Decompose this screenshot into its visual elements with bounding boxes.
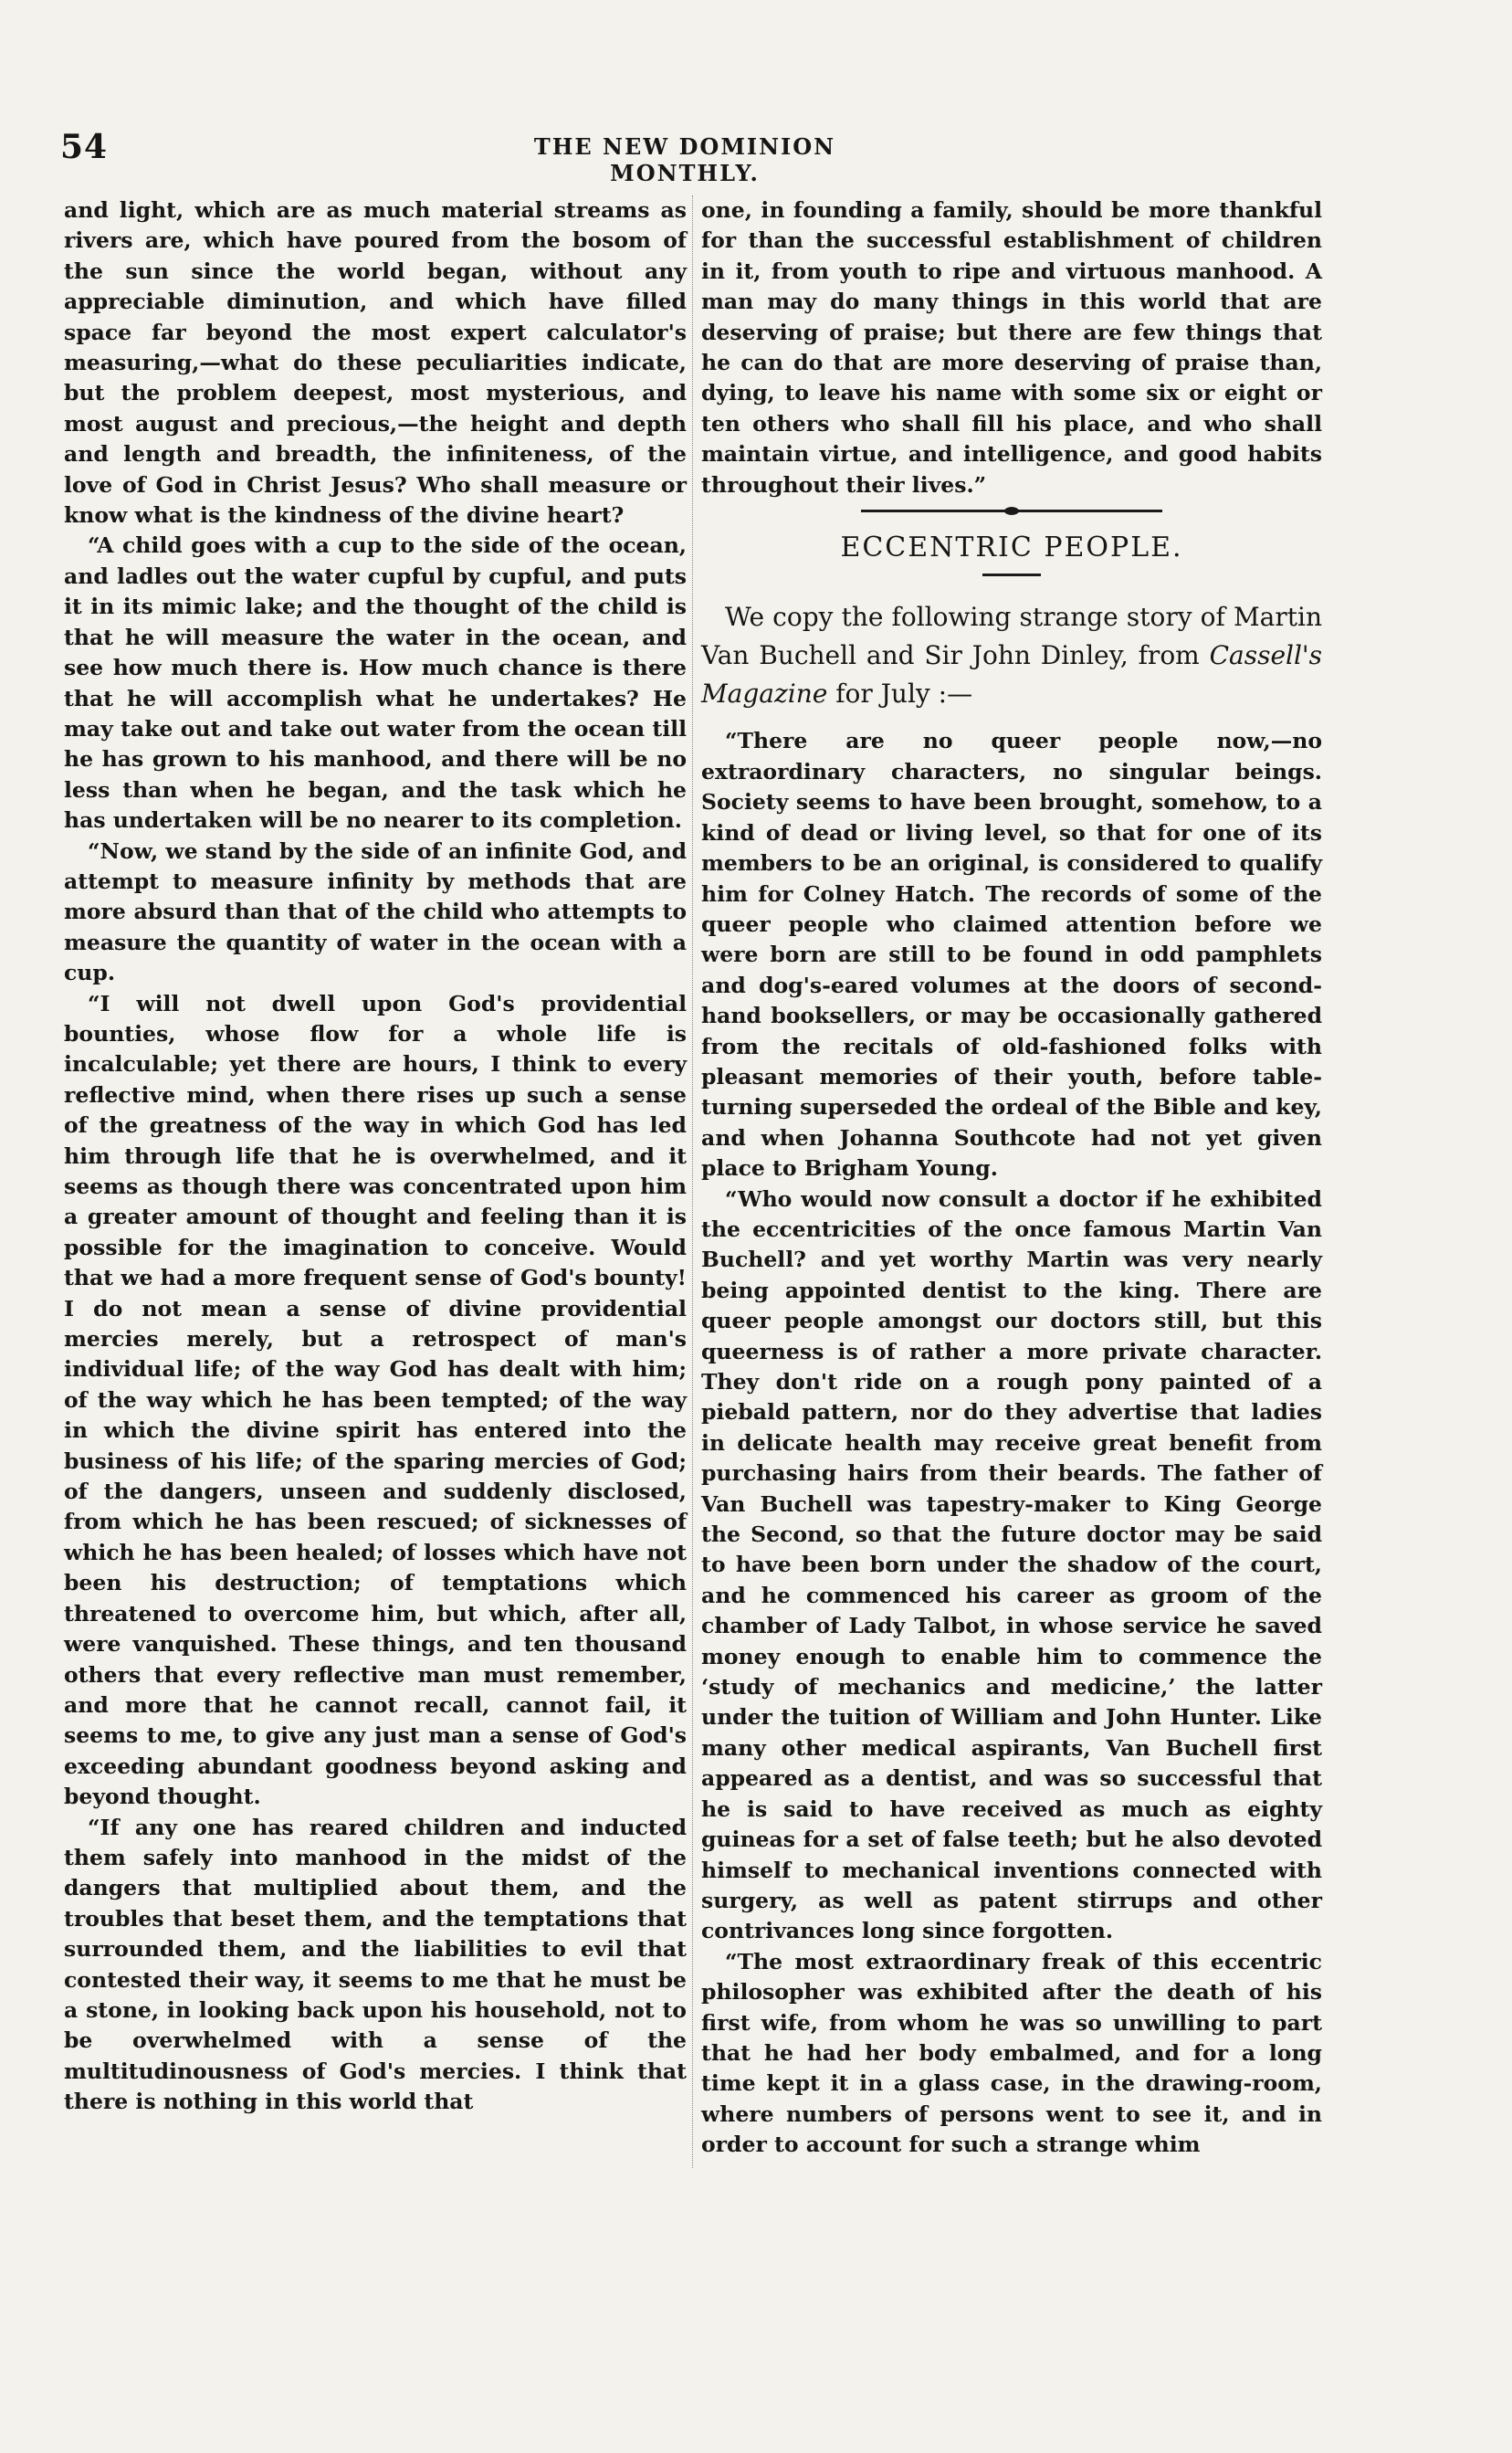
intro-paragraph [701, 598, 1322, 713]
paragraph: “I will not dwell upon God's providential bounties, whose flow for a whole life is incalculable; yet there are hours, I think to every reflective mind, when there rises up such a sense of the greatness of the way in which God has led him through life that he is overwhelmed, and it seems as though there was concentrated upon him a greater amount of thought and feeling than it is possible for the imagination to conceive. Would that we had a more frequent sense of God's bounty! I do not mean a sense of divine providential mercies merely, but a retrospect of man's individual life; of the way God has dealt with him; of the way which he has been tempted; of the way in which the divine spirit has entered into the business of his life; of the sparing mercies of God; of the dangers, unseen and suddenly disclosed, from which he has been rescued; of sicknesses of which he has been healed; of losses which have not been his destruction; of temptations which threatened to overcome him, but which, after all, were vanquished. These things, and ten thousand others that every reflective man must remember, and more that he cannot recall, cannot fail, it seems to me, to give any just man a sense of God's exceeding abundant goodness beyond asking and beyond thought. [64, 990, 687, 1810]
paragraph: “If any one has reared children and inducted them safely into manhood in the midst of the dangers that multiplied about them, and the troubles that beset them, and the temptations that surrounded them, and the liabilities to evil that contested their way, it seems to me that he must be a stone, in looking back upon his household, not to be overwhelmed with a sense of the multitudinousness of God's mercies. I think that there is nothing in this world that [64, 1814, 687, 2115]
source-title: Cassell's Magazine [701, 640, 1322, 710]
intro-text-end: for July :— [827, 679, 973, 710]
ornamental-rule [861, 510, 1162, 512]
right-column [701, 195, 1322, 2161]
paragraph: “There are no queer people now,—no extraordinary characters, no singular beings. Society seems to have been brought, somehow, to a kind of dead or living level, so that for one of its members to be an original, is considered to qualify him for Colney Hatch. The records of some of the queer people who claimed attention before we were born are still to be found in odd pamphlets and dog's-eared volumes at the doors of second-hand booksellers, or may be occasionally gathered from the recitals of old-fashioned folks with pleasant memories of their youth, before table-turning superseded the ordeal of the Bible and key, and when Johanna Southcote had not yet given place to Brigham Young. [701, 728, 1322, 1182]
paragraph: one, in founding a family, should be more thankful for than the successful establishment of children in it, from youth to ripe and virtuous manhood. A man may do many things in this world that are deserving of praise; but there are few things that he can do that are more deserving of praise than, dying, to leave his name with some six or eight or ten others who shall fill his place, and who shall maintain virtue, and intelligence, and good habits throughout their lives.” [701, 197, 1322, 498]
paragraph: “A child goes with a cup to the side of the ocean, and ladles out the water cupful by cupful, and puts it in its mimic lake; and the thought of the child is that he will measure the water in the ocean, and see how much there is. How much chance is there that he will accomplish what he undertakes? He may take out and take out water from the ocean till he has grown to his manhood, and there will be no less than when he began, and the task which he has undertaken will be no nearer to its completion. [64, 532, 687, 834]
paragraph: “The most extraordinary freak of this eccentric philosopher was exhibited after the death of his first wife, from whom he was so unwilling to part that he had her body embalmed, and for a long time kept it in a glass case, in the drawing-room, where numbers of persons went to see it, and in order to account for such a strange whim [701, 1948, 1322, 2158]
page-number: 54 [60, 128, 109, 166]
column-divider [692, 195, 693, 2168]
page-header [0, 128, 1512, 186]
left-column [64, 195, 687, 2118]
running-head: THE NEW DOMINION MONTHLY. [533, 133, 836, 186]
section-title: ECCENTRIC PEOPLE. [840, 532, 1183, 564]
title-rule [982, 574, 1041, 576]
intro-text: We copy the following strange story of Martin Van Buchell and Sir John Dinley, from [701, 602, 1322, 671]
paragraph: “Who would now consult a doctor if he exhibited the eccentricities of the once famous Martin Van Buchell? and yet worthy Martin was very nearly being appointed dentist to the king. There are queer people amongst our doctors still, but this queerness is of rather a more private character. They don't ride on a rough pony painted of a piebald pattern, nor do they advertise that ladies in delicate health may receive great benefit from purchasing hairs from their beards. The father of Van Buchell was tapestry-maker to King George the Second, so that the future doctor may be said to have been born under the shadow of the court, and he commenced his career as groom of the chamber of Lady Talbot, in whose service he saved money enough to enable him to commence the ‘study of mechanics and medicine,’ the latter under the tuition of William and John Hunter. Like many other medical aspirants, Van Buchell first appeared as a dentist, and was so successful that he is said to have received as much as eighty guineas for a set of false teeth; but he also devoted himself to mechanical inventions connected with surgery, as well as patent stirrups and other contrivances long since forgotten. [701, 1185, 1322, 1944]
paragraph: “Now, we stand by the side of an infinite God, and attempt to measure infinity by methods that are more absurd than that of the child who attempts to measure the quantity of water in the ocean with a cup. [64, 837, 687, 986]
paragraph: and light, which are as much material streams as rivers are, which have poured from the bosom of the sun since the world began, without any appreciable diminution, and which have filled space far beyond the most expert calculator's measuring,—what do these peculiarities indicate, but the problem deepest, most mysterious, and most august and precious,—the height and depth and length and breadth, the infiniteness, of the love of God in Christ Jesus? Who shall measure or know what is the kindness of the divine heart? [64, 197, 687, 529]
